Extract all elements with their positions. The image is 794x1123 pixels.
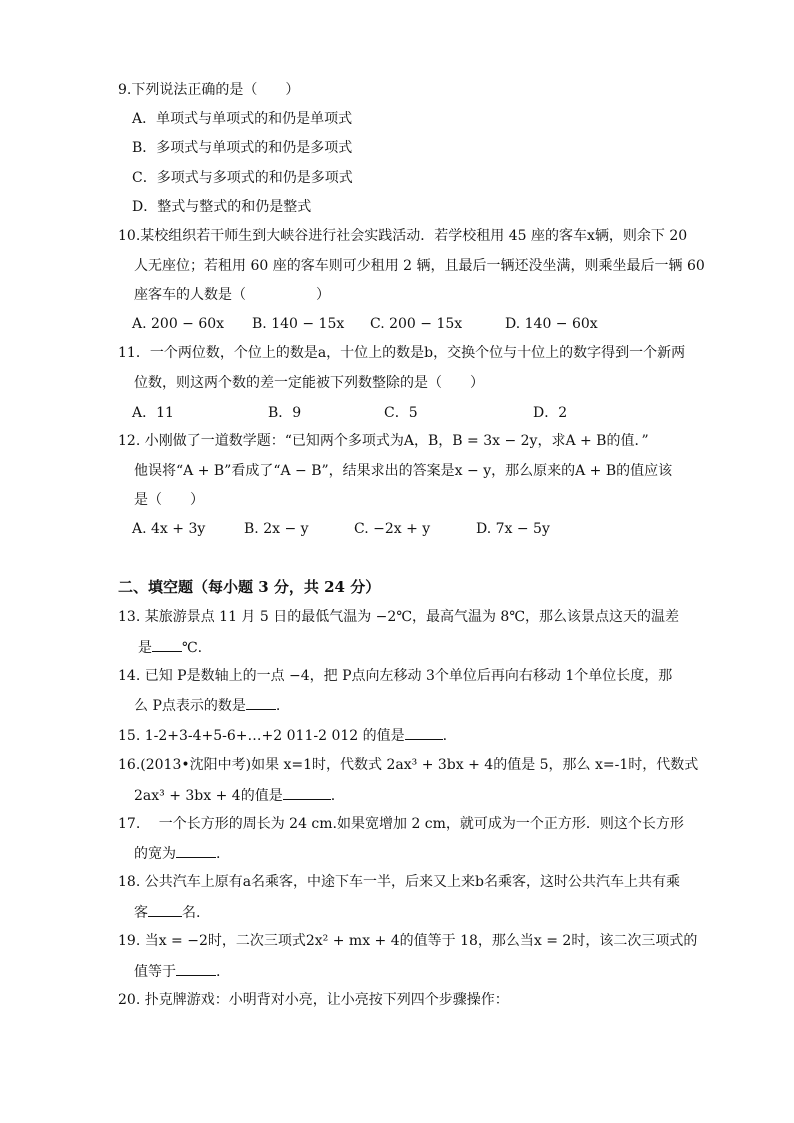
q11-option-c: C．5 [384, 405, 418, 421]
q10-line-1: 10.某校组织若干师生到大峡谷进行社会实践活动．若学校租用 45 座的客车x辆，则余下 20 [118, 228, 688, 244]
q16-suffix: . [330, 788, 336, 804]
q19-line-2 [134, 961, 220, 982]
q14-suffix: . [275, 698, 281, 714]
q13-line-1: 13. 某旅游景点 11 月 5 日的最低气温为 −2℃，最高气温为 8℃，那么该景点这天的温差 [118, 609, 680, 625]
section-heading: 二、填空题（每小题 3 分，共 24 分） [118, 578, 381, 596]
q9-option-c: C．多项式与多项式的和仍是多项式 [132, 170, 353, 186]
q20-line-1: 20. 扑克牌游戏：小明背对小亮，让小亮按下列四个步骤操作： [118, 992, 509, 1008]
q16-line-2 [134, 785, 335, 806]
q19-suffix: . [216, 964, 221, 980]
q11-line-2: 位数，则这两个数的差一定能被下列数整除的是（ ） [134, 375, 484, 391]
q11-line-1: 11．一个两位数，个位上的数是a，十位上的数是b，交换个位与十位上的数字得到一个新两 [118, 345, 686, 361]
q12-option-c: C. −2x + y [354, 521, 431, 537]
q10-line-3: 座客车的人数是（ ） [134, 287, 330, 303]
q12-option-b: B. 2x − y [244, 521, 309, 537]
q10-option-b: B. 140 − 15x [252, 316, 345, 332]
q12-line-3: 是（ ） [134, 492, 204, 508]
q14-line-2 [134, 695, 280, 716]
q9-option-d: D．整式与整式的和仍是整式 [132, 199, 312, 215]
q10-option-c: C. 200 − 15x [370, 316, 463, 332]
q17-prefix: 的宽为 [134, 846, 176, 862]
q14-prefix: 么 P点表示的数是 [134, 698, 246, 714]
q18-answer-blank[interactable] [148, 902, 182, 917]
q18-suffix: 名. [182, 905, 201, 921]
q12-line-2: 他误将“A + B”看成了“A − B”，结果求出的答案是x − y，那么原来的A + B的值应该 [134, 463, 673, 479]
q17-line-1: 17. 一个长方形的周长为 24 cm.如果宽增加 2 cm，就可成为一个正方形．则这个长方形 [118, 816, 684, 832]
q14-line-1: 14. 已知 P是数轴上的一点 −4，把 P点向左移动 3个单位后再向右移动 1个单位长度，那 [118, 668, 673, 684]
q15-suffix: . [442, 728, 448, 744]
q16-prefix: 2ax³ + 3bx + 4的值是 [134, 788, 283, 804]
q15-prefix: 15. 1-2+3-4+5-6+…+2 011-2 012 的值是 [118, 728, 405, 744]
q18-line-1: 18. 公共汽车上原有a名乘客，中途下车一半，后来又上来b名乘客，这时公共汽车上共有乘 [118, 874, 681, 890]
q13-answer-blank[interactable] [152, 637, 182, 652]
q10-option-a: A. 200 − 60x [132, 316, 225, 332]
q18-prefix: 客 [134, 905, 148, 921]
q13-prefix: 是 [138, 640, 152, 656]
q11-option-b: B．9 [268, 405, 302, 421]
q12-option-a: A. 4x + 3y [132, 521, 206, 537]
q10-option-d: D. 140 − 60x [505, 316, 598, 332]
q15-answer-blank[interactable] [405, 725, 443, 740]
q9-option-b: B．多项式与单项式的和仍是多项式 [132, 140, 353, 156]
q16-line-1: 16.(2013•沈阳中考)如果 x=1时，代数式 2ax³ + 3bx + 4的值是 5，那么 x=-1时，代数式 [118, 757, 699, 773]
q17-line-2 [134, 843, 220, 864]
q15-line [118, 725, 447, 746]
q18-line-2 [134, 902, 200, 923]
q12-option-d: D. 7x − 5y [476, 521, 550, 537]
q11-option-d: D．2 [533, 405, 568, 421]
q9-stem: 9.下列说法正确的是（ ） [118, 82, 300, 98]
q16-answer-blank[interactable] [283, 785, 331, 800]
q14-answer-blank[interactable] [246, 695, 276, 710]
q17-suffix: . [216, 846, 221, 862]
q13-line-2 [138, 637, 202, 658]
q19-answer-blank[interactable] [176, 961, 216, 976]
q13-suffix: ℃. [182, 640, 203, 656]
q19-line-1: 19. 当x = −2时，二次三项式2x² + mx + 4的值等于 18，那么当x = 2时，该二次三项式的 [118, 933, 698, 949]
q10-line-2: 人无座位；若租用 60 座的客车则可少租用 2 辆，且最后一辆还没坐满，则乘坐最后一辆 60 [134, 258, 705, 274]
q9-option-a: A．单项式与单项式的和仍是单项式 [132, 111, 353, 127]
q12-line-1: 12. 小刚做了一道数学题：“已知两个多项式为A，B，B = 3x − 2y，求A + B的值．” [118, 433, 649, 449]
q17-answer-blank[interactable] [176, 843, 216, 858]
q11-option-a: A．11 [132, 405, 174, 421]
q19-prefix: 值等于 [134, 964, 176, 980]
